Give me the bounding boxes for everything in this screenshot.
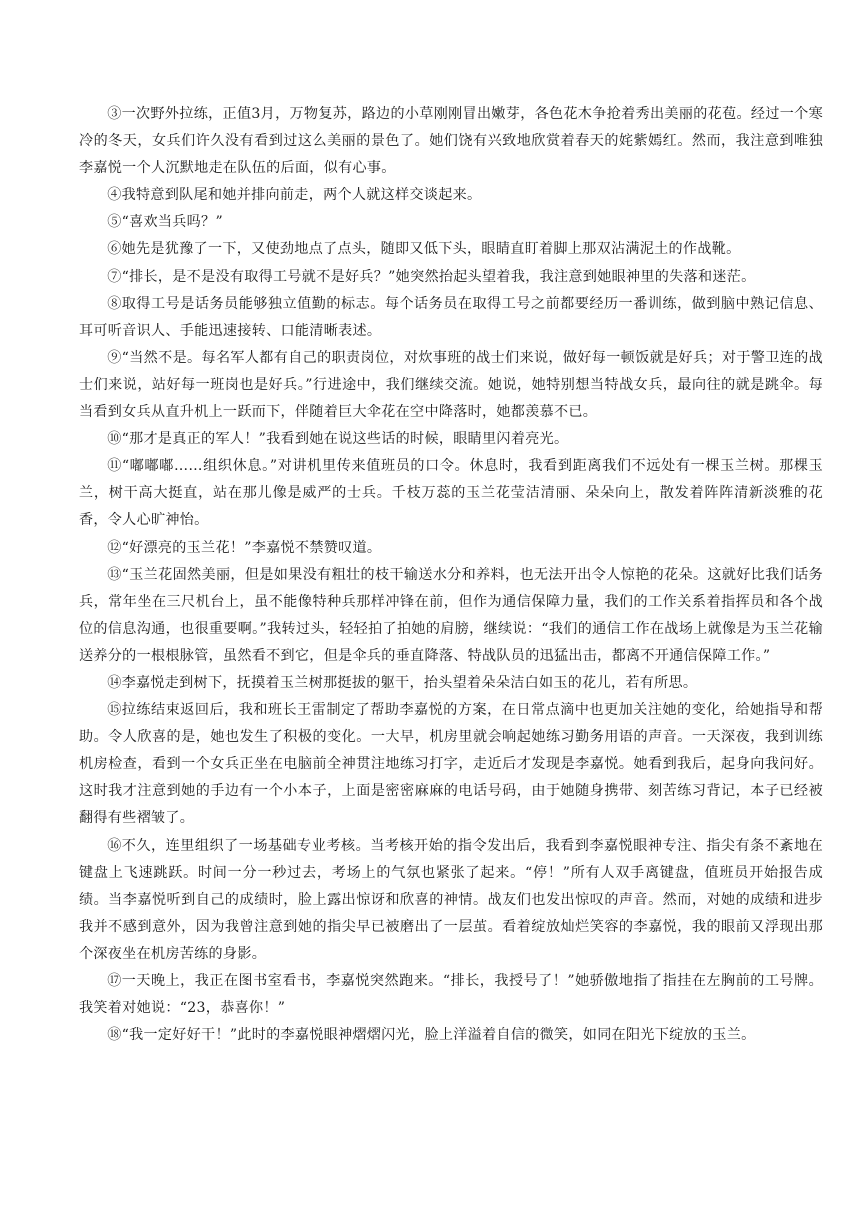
paragraph-3: ③一次野外拉练，正值3月，万物复苏，路边的小草刚刚冒出嫩芽，各色花木争抢着秀出美丽的花苞。经过一个寒冷的冬天，女兵们许久没有看到过这么美丽的景色了。她们饶有兴致地欣赏着春天的姹紫嫣红。然而，我注意到唯独李嘉悦一个人沉默地走在队伍的后面，似有心事。 (79, 106, 823, 177)
paragraph-11: ⑪“嘟嘟嘟……组织休息。”对讲机里传来值班员的口令。休息时，我看到距离我们不远处有一棵玉兰树。那棵玉兰，树干高大挺直，站在那儿像是威严的士兵。千枝万蕊的玉兰花莹洁清丽、朵朵向上，散发着阵阵清新淡雅的花香，令人心旷神怡。 (79, 458, 823, 529)
paragraph-15: ⑮拉练结束返回后，我和班长王雷制定了帮助李嘉悦的方案，在日常点滴中也更加关注她的变化，给她指导和帮助。令人欣喜的是，她也发生了积极的变化。一大早，机房里就会响起她练习勤务用语的声音。一天深夜，我到训练机房检查，看到一个女兵正坐在电脑前全神贯注地练习打字，走近后才发现是李嘉悦。她看到我后，起身向我问好。这时我才注意到她的手边有一个小本子，上面是密密麻麻的电话号码，由于她随身携带、刻苦练习背记，本子已经被翻得有些褶皱了。 (79, 702, 823, 827)
paragraph-14: ⑭李嘉悦走到树下，抚摸着玉兰树那挺拔的躯干，抬头望着朵朵洁白如玉的花儿，若有所思。 (107, 674, 698, 691)
paragraph-9: ⑨“当然不是。每名军人都有自己的职责岗位，对炊事班的战士们来说，做好每一顿饭就是好兵；对于警卫连的战士们来说，站好每一班岗也是好兵。”行进途中，我们继续交流。她说，她特别想当特战女兵，最向往的就是跳伞。每当看到女兵从直升机上一跃而下，伴随着巨大伞花在空中降落时，她都羡慕不已。 (79, 349, 823, 421)
paragraph-12: ⑫“好漂亮的玉兰花！”李嘉悦不禁赞叹道。 (107, 539, 382, 556)
paragraph-13: ⑬“玉兰花固然美丽，但是如果没有粗壮的枝干输送水分和养料，也无法开出令人惊艳的花朵。这就好比我们话务兵，常年坐在三尺机台上，虽不能像特种兵那样冲锋在前，但作为通信保障力量，我们的工作关系着指挥员和各个战位的信息沟通，也很重要啊。”我转过头，轻轻拍了拍她的肩膀，继续说：“我们的通信工作在战场上就像是为玉兰花输送养分的一根根脉管，虽然看不到它，但是伞兵的垂直降落、特战队员的迅猛出击，都离不开通信保障工作。” (79, 566, 823, 664)
document-body (79, 101, 823, 1049)
paragraph-7: ⑦“排长，是不是没有取得工号就不是好兵？”她突然抬起头望着我，我注意到她眼神里的失落和迷茫。 (107, 268, 756, 285)
paragraph-16: ⑯不久，连里组织了一场基础专业考核。当考核开始的指令发出后，我看到李嘉悦眼神专注、指尖有条不紊地在键盘上飞速跳跃。时间一分一秒过去，考场上的气氛也紧张了起来。“停！”所有人双手离键盘，值班员开始报告成绩。当李嘉悦听到自己的成绩时，脸上露出惊讶和欣喜的神情。战友们也发出惊叹的声音。然而，对她的成绩和进步我并不感到意外，因为我曾注意到她的指尖早已被磨出了一层茧。看着绽放灿烂笑容的李嘉悦，我的眼前又浮现出那个深夜坐在机房苦练的身影。 (79, 837, 823, 962)
paragraph-5: ⑤“喜欢当兵吗？” (107, 214, 223, 231)
paragraph-6: ⑥她先是犹豫了一下，又使劲地点了点头，随即又低下头，眼睛直盯着脚上那双沾满泥土的作战靴。 (107, 241, 741, 258)
paragraph-4: ④我特意到队尾和她并排向前走，两个人就这样交谈起来。 (107, 187, 482, 204)
paragraph-8: ⑧取得工号是话务员能够独立值勤的标志。每个话务员在取得工号之前都要经历一番训练，做到脑中熟记信息、耳可听音识人、手能迅速接转、口能清晰表述。 (79, 295, 823, 339)
paragraph-17: ⑰一天晚上，我正在图书室看书，李嘉悦突然跑来。“排长，我授号了！”她骄傲地指了指挂在左胸前的工号牌。我笑着对她说：“23，恭喜你！” (79, 973, 823, 1017)
paragraph-18: ⑱“我一定好好干！”此时的李嘉悦眼神熠熠闪光，脸上洋溢着自信的微笑，如同在阳光下绽放的玉兰。 (107, 1027, 756, 1044)
paragraph-10: ⑩“那才是真正的军人！”我看到她在说这些话的时候，眼睛里闪着亮光。 (107, 431, 569, 448)
